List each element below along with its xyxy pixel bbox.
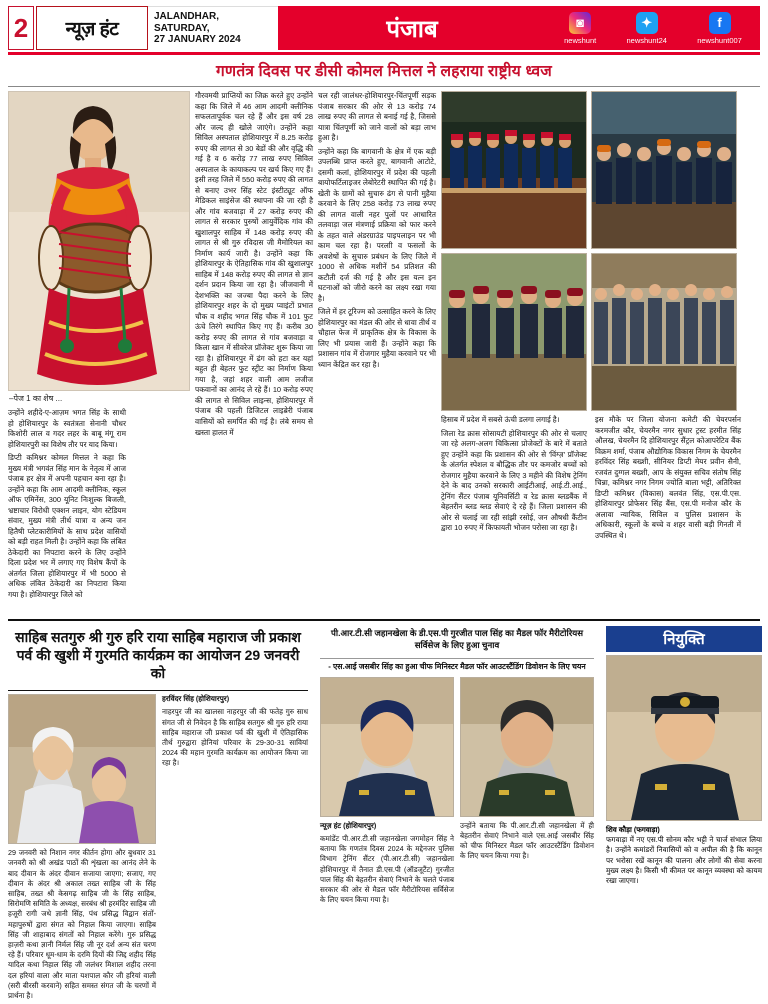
logo-text: न्यूज़ हंट [65,19,119,40]
prtc-story-text-1 [320,821,454,909]
lead-photo-column [8,91,190,613]
social-facebook[interactable] [697,12,742,45]
social-links [546,6,760,50]
facebook-icon: f [709,12,731,34]
paragraph: उन्होंने शहीदे-ए-आज़म भगत सिंह के साथी हो होशियारपुर के स्वतंत्रता सेनानी चौधर किशोरी लाल व गदर लहर के बाबू मंगू राम होशियारपुरी का विशेष तौर पर याद किया। [8,408,126,449]
paragraph: उन्होंने कहा कि बागवानी के क्षेत्र में एक बड़ी उपलब्धि प्राप्त करते हुए, बागवानी आटोटे, दसमी कलां, होशियारपुर में प्रदेश की पहली बायोफर्टिलाइजर लेबोरेटरी स्थापित की गई है। खेती के ग्रामों को सुचारु ढंग से पानी मुहैया करवाने के लिए 258 करोड़ 73 लाख रुपए की लागत वाली नहर पुलों पर आधारित तलवाड़ा जल मंत्रणाई प्रक्रिया को फार करने के तहत वाले अंडरग्राउंड पाइपलाइन पर भी काम चल रहा है। परलाी व फसलों के अवशेषों के सुचारु प्रबंधन के लिए जिले में 1000 से अधिक मशीनें 54 प्रतिशत की कटौती दर्ज की गई है और इस यत्न इन घटनाओं को जीरो करने का लक्ष्य रखा गया है। [318,146,436,303]
masthead [8,6,760,50]
audience-illustration [592,254,737,411]
date-city-day: JALANDHAR, SATURDAY, [154,11,219,34]
paragraph [162,694,308,704]
prtc-subheadline: - एस.आई जसबीर सिंह का हुआ चीफ मिनिस्टर मैडल फॉर आउटस्टैंडिंग डिवोशन के लिए चयन [328,662,586,672]
photo-row-bottom [441,253,741,411]
headline-divider [8,86,760,87]
sikh-leaders-illustration [9,695,155,843]
paragraph: जिला रेड क्रास सोसायटी होशियारपुर की ओर से चलाए जा रहे अलग-अलग चिकित्सा प्रोजेक्टों के बारे में बताते हुए उन्होंने कहा कि प्रशासन की ओर से 'विंग्ज़' प्रॉजेक्ट के अंतर्गत स्पेशल व बौद्धिक तौर पर कमजोर बच्चों को रोजगार मुहैया करवाने के लिए 3 महीने की विशेष ट्रेनिंग देने के बाद उनको सरकारी आईटीआई, आई.टी.आई., ट्रेनिंग सैंटर पंजाब यूनिवर्सिटी व रेड क्रास ब्लडबैंक में बेहतरीन ब्लड ब्लड सेवाएं दे रहे हैं। जिला प्रशासन की ओर से चलाई जा रही सांझी रसोई, जन औषधी कैंटीन द्वारा 10 रुपए में किफायती भोजन परोसा जा रहा है। [441,428,587,533]
prtc-story-text-2 [460,821,594,909]
parade-stage-illustration [442,92,587,249]
byline-city: हरविंदर सिंह [162,694,194,704]
dhol-player-illustration [9,92,189,391]
date-full: 27 JANUARY 2024 [154,34,241,46]
dsp-portrait-illustration [321,678,453,816]
photo-row-top [441,91,741,249]
paragraph: फगवाड़ा में नए एस.पी सोनम कौर भट्टी ने चार्ज संभाल लिया है। उन्होंने कमांडरों निवासियों को व अपील की है कि कानून पर भरोसा रखें कानून की पालना और लोगों की सेवा करना मुख्य लक्ष्य है। किसी भी कीमत पर कानून व्यवस्था को कायम रखा जाएगा। [606,835,762,886]
gurmat-story-text-2 [8,848,156,1004]
dsp-gurjit-pal-singh-photo [320,677,454,817]
parade-stage-photo [441,91,587,249]
story-gurmat-program [8,626,308,1001]
group-photo-illustration [592,92,737,249]
lead-column-1 [8,408,126,603]
march-past-photo [441,253,587,411]
march-past-illustration [442,254,587,411]
officer-name: शिव कौड़ा (फगवाड़ा) [606,825,660,834]
paragraph: नाहरपुर जी का खालसा नाहरपुर जी की फतेह गुरु साध संगत जी से निवेदन है कि साहिब सतगुरु श्री गुरु हरि राया साहिब महाराज जी प्रकाश पर्व की खुशी में ऐतिहासिक तीर्थ गुरुद्वारा होनियां परिवार के 29-30-31 सावियां 2024 की महान गुरमति कार्यक्रम का आयोजन किया जा रहा है। [162,707,308,768]
page-number: 2 [8,6,34,50]
paragraph: जिले में हर टूरिज्म को उत्साहित करने के लिए होशियारपुर का मंडल की ओर से धावा तीर्थ व चौहाल फेज में प्राकृतिक क्षेत्र के विकास के लिए भी प्रयास जारी हैं। उन्होंने कहा कि प्रशासन गांव में रोजगार मुहैया करवाने पर भी ध्यान केंद्रित कर रहा है। [318,307,436,369]
paragraph: 29 जनवरी को निशान नगर कीर्तन होगा और बुधवार 31 जनवरी को श्री अखंड पाठों की शृंखला का आनंद लेने के बाद दीवान के अंदर दीवान सजाया जाएगा; सजाए, गए दीवान के अंदर श्री अकाल तख्त साहिब जी के सिंह साहिब, तख्त श्री केसगढ़ साहिब जी के सिंह साहिब, सिरोमणि समिति के अध्यक्ष, सरबंध श्री हरमंदिर साहिब जी हजूरी रागी जथे ज्ञानी सिंह, पंथ प्रसिद्ध विद्वान संतों-महापुरुषों द्वारा संगत को निहाल किया जाएगा। साहिब सिंह जी शाहाबाद संगतों को निहाल करेंगे। गुरु प्रसिद्ध हाज़री कथा ज्ञानी निर्मल सिंह जी नूर दर्श अन्य संत चरण रहे हैं। परिवार धूम-धाम के दरमि दियों की जिद्द शहीद सिंह यादिल कथा निहाल सिंह जी जलंधर मिशाल शहीद तरना दल हरियां वाला और माता यशपाल कौर जी हरियां वाली (सरी बीरसी करवाने) सहित समस्त संगत जी के चरणों में प्रार्थना है। [8,848,156,1001]
social-label: newshunt [564,35,597,45]
section-title: पंजाब [386,15,438,43]
twitter-icon: ✦ [636,12,658,34]
story-prtc-medal [320,626,594,974]
paragraph: उन्होंने बताया कि पी.आर.टी.सी जहानखेला में ही बेहतरीन सेवाएं निभाने वाले एस.आई जसबीर सिंह को चीफ मिनिस्टर मैडल फॉर आउटस्टैंडिंग डिवोशन के लिए चयन किया गया है। [460,820,594,861]
paragraph: कमांडेंट पी.आर.टी.सी जहानखेला जगमोहन सिंह ने बताया कि गणतंत्र दिवस 2024 के मद्देनजर पुलिस विभाग ट्रेनिंग सैंटर (पी.आर.टी.सी) जहानखेला होशियारपुर में तैनात डी.एस.पी (ऑडजूटैंट) गुरजीत पाल सिंह की बेहतरीन सेवाएं निभाने के चलते पंजाब सरकार की ओर से मैडल फॉर मैरीटोरियस सर्विसेज के लिए चयन किया गया है। [320,833,454,905]
section-divider [8,619,760,621]
prtc-divider [320,658,594,659]
section-banner [278,6,546,50]
lead-photo-caption: –पेज 1 का शेष ... [9,394,63,403]
officer-portrait-illustration [607,656,761,820]
appointment-box [606,626,762,974]
si-portrait-illustration [461,678,593,816]
lead-photo-grid [441,91,741,613]
gurmat-leaders-photo [8,694,156,844]
social-label: newshunt007 [697,35,742,45]
paragraph: गौरवमयी प्राप्तियों का जिक्र करते हुए उन्होंने कहा कि जिले में 46 आम आदमी क्लीनिक सफलतापूर्वक चल रहे हैं और इस वर्ष 28 और जल्द ही खोले जाएंगे। उन्होंने कहा सिविल अस्पताल होशियारपुर में 8.25 करोड़ रुपए की लागत से 30 बेडों की और वृद्धि की गई है व 6 करोड़ 77 लाख रुपए सिविल अस्पताल के कायाकल्प पर खर्च किए गए हैं। इसी तरह जिले में 550 करोड़ रुपए की लागत से बनाए उभर सिंह स्टेट इंस्टीट्यूट ऑफ मेडिकल साइंसेज की स्थापना की जा रही है और गांव बजवाड़ा में 27 करोड़ रुपए की लागत से सरकार पुरुषों आयुर्वेदिक गांव की खुशालपुर साहिब में 148 करोड़ रुपए की लागत से श्री गुरु रविदास जी मैमोरियल का निर्माण कार्य जारी है। उन्होंने कहा कि होशियारपुर के ऐतिहासिक गांव की खुशालपुर साहिब में 148 करोड़ रुपए की लागत से ज्ञान दर्शन प्रदान किया जा रहा है। जीजवानी में देशभक्ति का जज्बा पैदा करने के लिए होशियारपुर शहर के दो मुख्य प्वाइंटों प्रभात चौक व शहीद भगत सिंह चौक में 101 फुट ऊंचे तिरंगे स्थापित किए गए हैं। करीब 30 करोड़ रुपए की लागत से गांव बजवाड़ा व किला खान में सीवरेज प्रॉजेक्ट शुरू किया जा रहा है। होशियारपुर में ढंग को हटा कर यहां बहुत ही बेहतर फुट स्ट्रीट का निर्माण किया गया है, जहां शहर वाली आम लजीज पकवानों का आनंद ले रहे हैं। 10 करोड़ रुपए की लागत से सिविल लाइन्स, होशियारपुर में पंजाब की पहली डिजिटल लाइब्रेरी पंजाब वासियों को समर्पित की गई है। लंबे समय से खस्ता हालत में [195,91,313,437]
si-jasbir-singh-photo [460,677,594,817]
audience-photo [591,253,737,411]
story-headline: साहिब सतगुरु श्री गुरु हरि राया साहिब महाराज जी प्रकाश पर्व की खुशी में गुरमति कार्यक्रम का आयोजन 29 जनवरी को [15,629,301,682]
gurmat-story-columns [8,848,308,1004]
gurmat-story-text-3 [162,848,308,1004]
group-photo-officials [591,91,737,249]
lead-story [8,91,760,613]
newspaper-logo [36,6,148,50]
dhol-player-photo [8,91,190,391]
paragraph: हिसाब में प्रदेश में सबसे ऊंची डलगा लगाई है। [441,415,560,424]
lead-column-3 [318,91,436,613]
paragraph: इस मौके पर जिला योजना कमेटी की चेयरपर्सन करमजीत कौर, चेयरमैन नगर सुधार ट्रस्ट हरमीत सिंह औलख, चेयरमैन दि होशियारपुर सैंट्रल कोआपरेटिव बैंक विक्रम शर्मा, पंजाब औद्योगिक विकास निगम के चेयरमैन हरविंदर सिंह बख्शी, सीनियर डिप्टी मेयर प्रवीन सैनी, रजवंत दुग्गल बख्शी, आप के संयुक्त सचिव संतोष सिंह चिन्ना, कमिश्नर नगर निगम ज्योति बाला भट्टी, अतिरिक्त डिप्टी कमिश्नर (विकास) बलवंत सिंह, एस.पी.एस. होशियारपुर प्रोफेसर सिंह बैंस, एस.पी मनोज कौर के अलावा न्यायिक, सिविल व पुलिस प्रशासन के अधिकारी, स्कूलों के बच्चे व शहर वासी बड़ी गिनती में उपस्थित थे। [595,415,741,540]
social-instagram[interactable] [564,12,596,45]
appointment-text [606,825,762,886]
prtc-story-columns [320,821,594,909]
date-block [148,6,278,50]
story-divider [8,690,308,692]
lead-column-2 [195,91,313,613]
paragraph [320,821,454,831]
lead-headline: गणतंत्र दिवस पर डीसी कोमल मित्तल ने लहराया राष्ट्रीय ध्वज [215,63,553,80]
byline-place: (होशियारपुर) [343,820,377,830]
social-label: newshunt24 [626,35,667,45]
lead-headline-bar [8,55,760,84]
gurmat-story-text-1 [162,694,308,844]
paragraph: चल रही जालंधर-होशियारपुर-चिंतपूर्णी सड़क पंजाब सरकार की ओर से 13 करोड़ 74 लाख रुपए की लागत से बनाई गई है, जिससे यात्रा चिंतपूर्णी को जाने वालों को बड़ा लाभ हुआ है। [318,91,436,143]
instagram-icon: ◙ [569,12,591,34]
social-twitter[interactable] [627,12,667,45]
appointment-title: नियुक्ति [606,626,762,652]
bottom-stories [8,626,762,1001]
prtc-headline: पी.आर.टी.सी जहानखेला के डी.एस.पी गुरजीत पाल सिंह का मैडल फॉर मैरीटोरियस सर्विसेज के लिए हुआ चुनाव [330,628,584,650]
lead-right-text [441,415,741,541]
byline-brand: न्यूज़ हंट [320,820,342,830]
byline-place: (होशियारपुर) [195,694,230,704]
paragraph: डिप्टी कमिश्नर कोमल मित्तल ने कहा कि मुख्य मंत्री भगवंत सिंह मान के नेतृत्व में आज पंजाब हर क्षेत्र में अपनी पहचान बना रहा है। उन्होंने कहा कि आम आदमी क्लीनिक, स्कूल ऑफ एमिनेंस, 300 यूनिट निःशुल्क बिजली, भ्रष्टाचार विरोधी एक्शन लाइन, योग स्टेडियम संवार, मुख्य मंत्री तीर्थ यात्रा व अन्य जन हितैषी प्लेटकारीमियों के साथ प्रदेश वासियों को बड़ी राहत मिली है। उन्होंने कहा कि लंबित ठेकेदारी का निपटारा करने के लिए उन्होंने दिला प्रदेश भर में लगाए गए विशेष कैंपों के अंतर्गत जिला होशियारपुर में भी 5000 से अधिक लंबित ठेकेदारी का निपटारा किया गया है। होशियारपुर जिले को [8,453,126,599]
police-officer-portrait [606,655,762,821]
